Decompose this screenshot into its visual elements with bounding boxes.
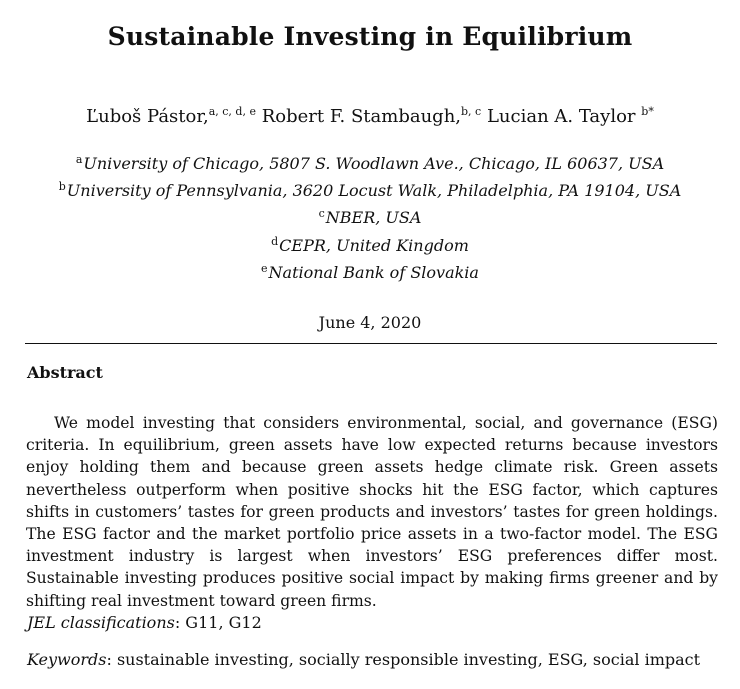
affiliation-mark: c [318, 207, 325, 220]
paper-date: June 4, 2020 [318, 313, 422, 332]
keywords-value: : sustainable investing, socially responsible investing, ESG, social impact [106, 650, 701, 669]
affiliation-text: CEPR, United Kingdom [279, 236, 469, 255]
jel-label: JEL classifications [27, 613, 175, 632]
affiliation-mark: b [58, 180, 66, 193]
abstract-text: We model investing that considers environmental, social, and governance (ESG) criteria. In equilibrium, green assets have low expected returns because investors enjoy holding them and because green assets hedge climate risk. Green assets nevertheless outperform when positive shocks hit the ESG factor, which captures shifts in customers’ tastes for green products and investors’ tastes for green holdings. The ESG factor and the market portfolio price assets in a two-factor model. The ESG investment industry is largest when investors’ ESG preferences differ most. Sustainable investing produces positive social impact by making firms greener and by shifting real investment toward green firms. [26, 414, 718, 610]
author-name: Robert F. Stambaugh, [261, 106, 462, 127]
affiliation-line [0, 263, 740, 282]
affiliation-line [0, 154, 740, 173]
affiliation-mark: e [261, 262, 268, 275]
jel-classifications [27, 613, 262, 632]
author-affiliation-marks: b, c [461, 105, 482, 118]
abstract-heading: Abstract [27, 363, 103, 382]
affiliation-text: National Bank of Slovakia [268, 263, 479, 282]
affiliation-line [0, 208, 740, 227]
author-affiliation-marks: a, c, d, e [208, 105, 256, 118]
keywords [27, 650, 700, 669]
affiliation-line [0, 236, 740, 255]
affiliation-mark: a [75, 153, 83, 166]
affiliation-mark: d [271, 235, 279, 248]
author-name: Lucian A. Taylor [486, 106, 636, 127]
horizontal-rule [25, 343, 717, 344]
paper-title: Sustainable Investing in Equilibrium [107, 22, 633, 51]
author-name: Ľuboš Pástor, [86, 106, 209, 127]
keywords-label: Keywords [27, 650, 107, 669]
affiliation-line [0, 181, 740, 200]
affiliation-text: NBER, USA [325, 208, 422, 227]
affiliation-text: University of Pennsylvania, 3620 Locust Walk, Philadelphia, PA 19104, USA [66, 181, 682, 200]
jel-value: : G11, G12 [174, 613, 262, 632]
author-affiliation-marks: b* [641, 105, 654, 118]
author-line [0, 106, 740, 127]
affiliation-text: University of Chicago, 5807 S. Woodlawn Ave., Chicago, IL 60637, USA [83, 154, 665, 173]
